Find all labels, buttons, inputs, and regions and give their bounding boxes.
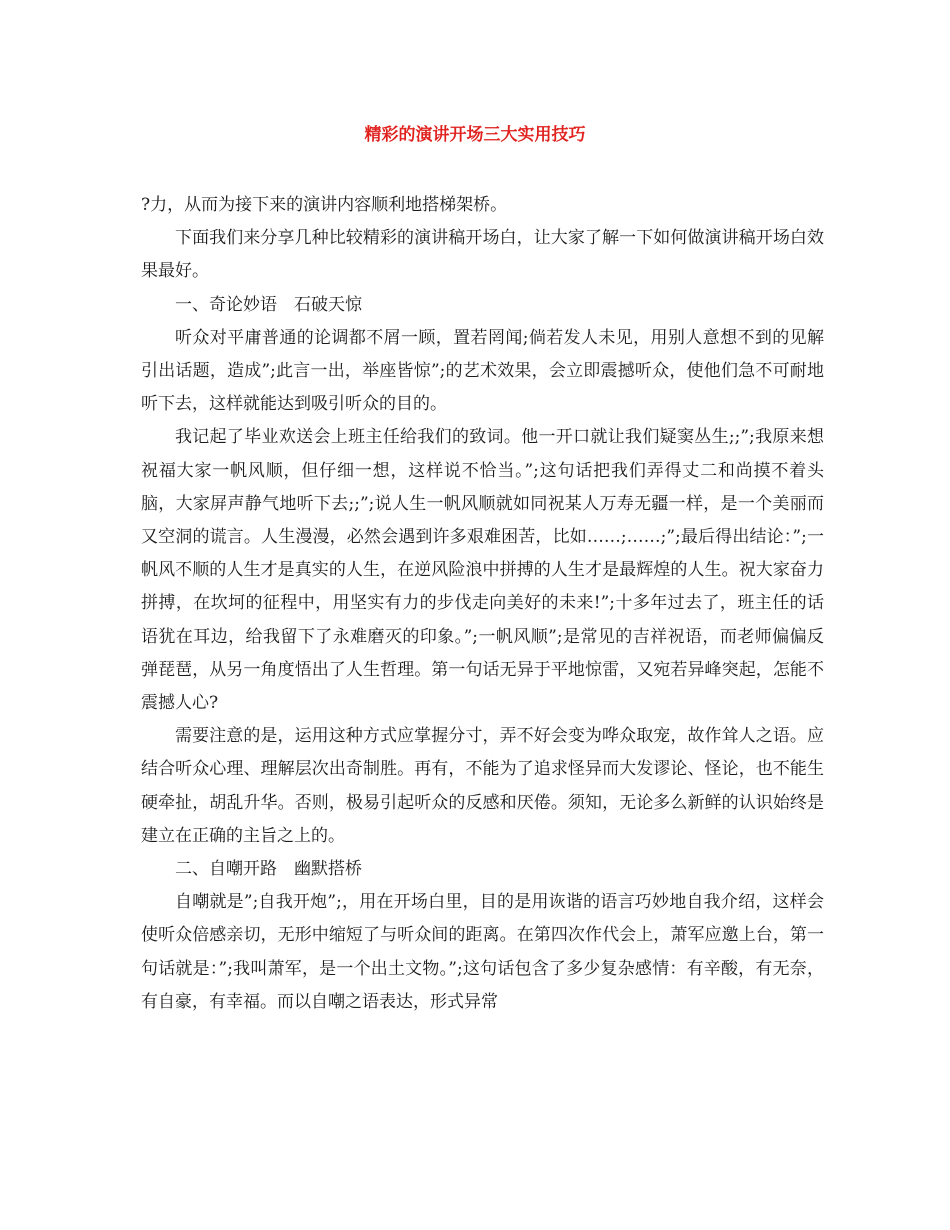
document-body	[141, 189, 824, 1019]
section-heading: 二、自嘲开路 幽默搭桥	[175, 859, 362, 880]
paragraph: ?力，从而为接下来的演讲内容顺利地搭梯架桥。	[141, 195, 508, 215]
section-heading: 一、奇论妙语 石破天惊	[175, 294, 362, 315]
document-title: 精彩的演讲开场三大实用技巧	[364, 125, 586, 145]
paragraph: 我记起了毕业欢送会上班主任给我们的致词。他一开口就让我们疑窦丛生;;”;我原来想祝福大家一帆风顺，但仔细一想，这样说不恰当。”;这句话把我们弄得丈二和尚摸不着头脑，大家屏声静气地听下去;;”;说人生一帆风顺就如同祝某人万寿无疆一样，是一个美丽而又空洞的谎言。人生漫漫，必然会遇到许多艰难困苦，比如……;……;”;最后得出结论：”;一帆风不顺的人生才是真实的人生，在逆风险浪中拼搏的人生才是最辉煌的人生。祝大家奋力拼搏，在坎坷的征程中，用坚实有力的步伐走向美好的未来!”;十多年过去了，班主任的话语犹在耳边，给我留下了永难磨灭的印象。”;一帆风顺”;是常见的吉祥祝语，而老师偏偏反弹琵琶，从另一角度悟出了人生哲理。第一句话无异于平地惊雷，又宛若异峰突起，怎能不震撼人心?	[141, 427, 824, 714]
paragraph: 自嘲就是”;自我开炮”;，用在开场白里，目的是用诙谐的语言巧妙地自我介绍，这样会使听众倍感亲切，无形中缩短了与听众间的距离。在第四次作代会上，萧军应邀上台，第一句话就是：”;我叫萧军，是一个出土文物。”;这句话包含了多少复杂感情：有辛酸，有无奈，有自豪，有幸福。而以自嘲之语表达，形式异常	[141, 892, 824, 1012]
paragraph: 听众对平庸普通的论调都不屑一顾，置若罔闻;倘若发人未见，用别人意想不到的见解引出话题，造成”;此言一出，举座皆惊”;的艺术效果，会立即震撼听众，使他们急不可耐地听下去，这样就能达到吸引听众的目的。	[141, 327, 824, 415]
paragraph: 下面我们来分享几种比较精彩的演讲稿开场白，让大家了解一下如何做演讲稿开场白效果最好。	[141, 228, 824, 282]
paragraph: 需要注意的是，运用这种方式应掌握分寸，弄不好会变为哗众取宠，故作耸人之语。应结合听众心理、理解层次出奇制胜。再有，不能为了追求怪异而大发谬论、怪论，也不能生硬牵扯，胡乱升华。否则，极易引起听众的反感和厌倦。须知，无论多么新鲜的认识始终是建立在正确的主旨之上的。	[141, 726, 824, 846]
